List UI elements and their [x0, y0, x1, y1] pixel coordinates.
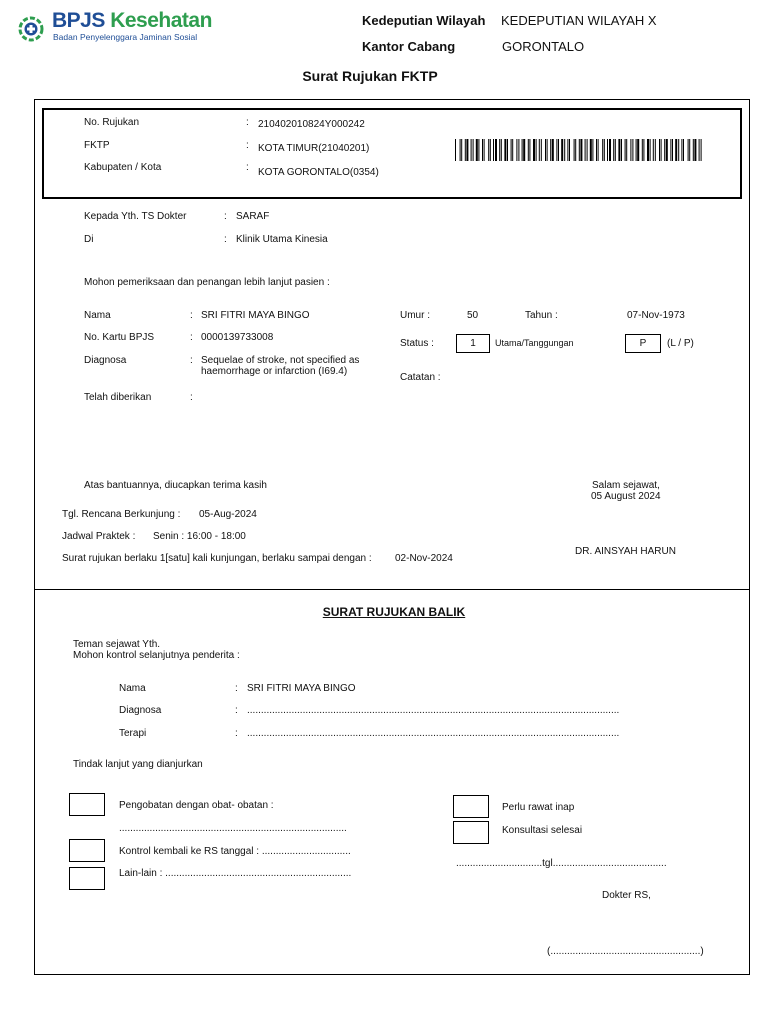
brand-word-bpjs: BPJS — [52, 9, 105, 32]
salam-text: Salam sejawat, — [592, 480, 660, 491]
document-frame — [34, 99, 750, 975]
catatan-label: Catatan : — [400, 372, 441, 383]
opt-lain-label: Lain-lain : ................................................................... — [119, 868, 352, 879]
checkbox-konsultasi[interactable] — [453, 821, 489, 844]
tgl-line: ...............................tgl......................................... — [456, 858, 667, 869]
dokter-rs-label: Dokter RS, — [602, 890, 651, 901]
wilayah-value: KEDEPUTIAN WILAYAH X — [501, 13, 657, 28]
opt-pengobatan-blank: .................................................................................. — [119, 823, 347, 834]
document-title: Surat Rujukan FKTP — [302, 68, 438, 84]
colon: : — [190, 310, 193, 321]
nama-label: Nama — [84, 310, 111, 321]
balik-terapi-label: Terapi — [119, 728, 147, 739]
tahun-value: 07-Nov-1973 — [627, 310, 685, 321]
colon: : — [246, 117, 249, 128]
doctor-name: DR. AINSYAH HARUN — [575, 546, 676, 557]
berlaku-text: Surat rujukan berlaku 1[satu] kali kunjungan, berlaku sampai dengan : — [62, 553, 372, 564]
brand-word-kesehatan: Kesehatan — [110, 9, 212, 32]
colon: : — [246, 162, 249, 173]
balik-diagnosa-label: Diagnosa — [119, 705, 162, 716]
rencana-label: Tgl. Rencana Berkunjung : — [62, 509, 181, 520]
kepada-label: Kepada Yth. TS Dokter — [84, 211, 187, 222]
status-label: Status : — [400, 338, 434, 349]
signature-line: (......................................................) — [547, 946, 704, 957]
diagnosa-label: Diagnosa — [84, 355, 127, 366]
tindak-lanjut-label: Tindak lanjut yang dianjurkan — [73, 759, 203, 770]
colon: : — [235, 728, 238, 739]
kepada-value: SARAF — [236, 211, 270, 222]
status-box: 1 — [456, 334, 490, 353]
kabupaten-value: KOTA GORONTALO(0354) — [258, 167, 379, 178]
salam-date: 05 August 2024 — [591, 491, 661, 502]
wilayah-label: Kedeputian Wilayah — [362, 13, 486, 28]
balik-nama-value: SRI FITRI MAYA BINGO — [247, 683, 356, 694]
nama-value: SRI FITRI MAYA BINGO — [201, 310, 310, 321]
thanks-text: Atas bantuannya, diucapkan terima kasih — [84, 480, 267, 491]
opt-pengobatan-label: Pengobatan dengan obat- obatan : — [119, 800, 274, 811]
colon: : — [224, 211, 227, 222]
colon: : — [235, 705, 238, 716]
colon: : — [224, 234, 227, 245]
jadwal-value: Senin : 16:00 - 18:00 — [153, 531, 246, 542]
balik-diagnosa-blank: ...................................................................................................................................... — [247, 705, 620, 716]
barcode-icon — [455, 139, 705, 161]
umur-label: Umur : — [400, 310, 430, 321]
brand-name — [52, 9, 212, 33]
checkbox-rawat-inap[interactable] — [453, 795, 489, 818]
cabang-value: GORONTALO — [502, 39, 585, 54]
patient-intro: Mohon pemeriksaan dan penangan lebih lanjut pasien : — [84, 277, 330, 288]
diagnosa-line-2: haemorrhage or infarction (I69.4) — [201, 366, 348, 377]
bpjs-logo-icon — [16, 14, 46, 44]
colon: : — [190, 332, 193, 343]
cabang-label: Kantor Cabang — [362, 39, 456, 54]
brand-tagline: Badan Penyelenggara Jaminan Sosial — [53, 32, 198, 42]
balik-nama-label: Nama — [119, 683, 146, 694]
status-description: Utama/Tanggungan — [495, 338, 574, 348]
section-divider — [35, 589, 749, 590]
sex-box: P — [625, 334, 661, 353]
berlaku-value: 02-Nov-2024 — [395, 553, 453, 564]
balik-greeting-1: Teman sejawat Yth. — [73, 639, 161, 650]
checkbox-kontrol[interactable] — [69, 839, 105, 862]
di-value: Klinik Utama Kinesia — [236, 234, 328, 245]
opt-kontrol-label: Kontrol kembali ke RS tanggal : ................................ — [119, 846, 351, 857]
kartu-value: 0000139733008 — [201, 332, 274, 343]
kartu-label: No. Kartu BPJS — [84, 332, 155, 343]
umur-value: 50 — [467, 310, 479, 321]
rencana-value: 05-Aug-2024 — [199, 509, 257, 520]
fktp-label: FKTP — [84, 140, 110, 151]
telah-diberikan-label: Telah diberikan — [84, 392, 152, 403]
colon: : — [190, 355, 193, 366]
no-rujukan-value: 210402010824Y000242 — [258, 119, 365, 130]
colon: : — [235, 683, 238, 694]
checkbox-pengobatan[interactable] — [69, 793, 105, 816]
diagnosa-line-1: Sequelae of stroke, not specified as — [201, 355, 360, 366]
kabupaten-label: Kabupaten / Kota — [84, 162, 162, 173]
opt-rawat-label: Perlu rawat inap — [502, 802, 575, 813]
di-label: Di — [84, 234, 94, 245]
colon: : — [190, 392, 193, 403]
balik-terapi-blank: ...................................................................................................................................... — [247, 728, 620, 739]
checkbox-lain-lain[interactable] — [69, 867, 105, 890]
jadwal-label: Jadwal Praktek : — [62, 531, 136, 542]
tahun-label: Tahun : — [525, 310, 558, 321]
opt-konsul-label: Konsultasi selesai — [502, 825, 583, 836]
sex-description: (L / P) — [667, 338, 694, 349]
balik-title: SURAT RUJUKAN BALIK — [322, 605, 466, 619]
fktp-value: KOTA TIMUR(21040201) — [258, 143, 370, 154]
balik-greeting-2: Mohon kontrol selanjutnya penderita : — [73, 650, 240, 661]
no-rujukan-label: No. Rujukan — [84, 117, 140, 128]
colon: : — [246, 140, 249, 151]
